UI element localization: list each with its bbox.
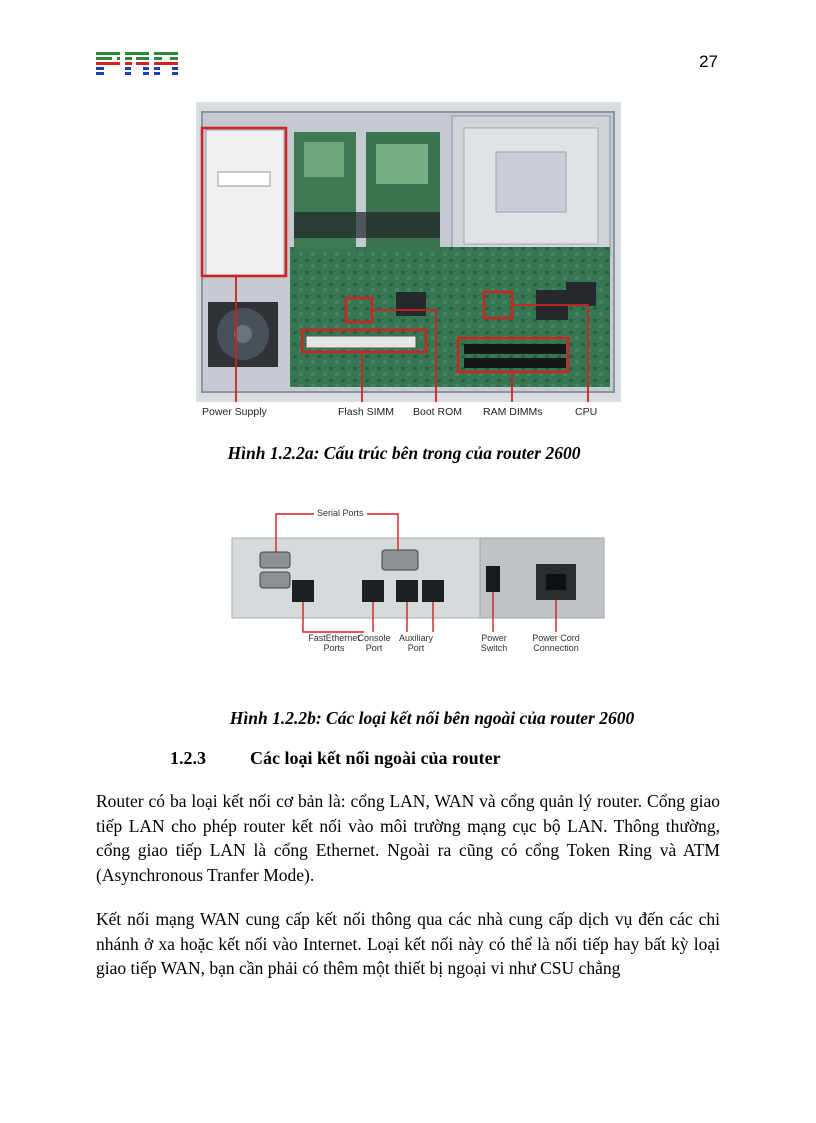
router-internal-illustration — [196, 102, 621, 424]
label-auxiliary-port: Auxiliary Port — [398, 633, 433, 653]
router-rear-panel-illustration — [216, 480, 620, 690]
paragraph: Router có ba loại kết nối cơ bản là: cổng LAN, WAN và cổng quản lý router. Cổng giao tiếp LAN cho phép router kết nối vào môi trường mạng cục bộ LAN. Thông thường, cổng giao tiếp LAN là cổng Ethernet. Ngoài ra cũng có cổng Token Ring và ATM (Asynchronous Tranfer Mode). — [96, 791, 720, 885]
section-title: Các loại kết nối ngoài của router — [250, 748, 501, 768]
pnh-logo — [96, 52, 178, 78]
section-number: 1.2.3 — [170, 748, 206, 768]
pnh-logo-graphic — [96, 52, 178, 78]
router-rear-panel-figure — [216, 480, 620, 690]
router-internal-figure — [196, 102, 621, 424]
label-boot-rom: Boot ROM — [413, 406, 463, 418]
section-heading — [170, 748, 501, 769]
figure1-caption: Hình 1.2.2a: Cấu trúc bên trong của router 2600 — [227, 443, 581, 463]
label-power-cord-connection: Power Cord Connection — [532, 633, 580, 653]
label-fastethernet-ports: FastEthernet Ports — [308, 633, 360, 653]
label-ram-dimms: RAM DIMMs — [483, 406, 543, 418]
paragraph: Kết nối mạng WAN cung cấp kết nối thông qua các nhà cung cấp dịch vụ đến các chi nhánh ở xa hoặc kết nối vào Internet. Loại kết nối này có thể là nối tiếp hay bất kỳ loại giao tiếp WAN, bạn cần phải có thêm một thiết bị ngoại vi như CSU chẳng — [96, 909, 720, 978]
label-console-port: Console Port — [357, 633, 391, 653]
page-number: 27 — [699, 52, 718, 71]
label-serial-ports: Serial Ports — [314, 508, 367, 518]
label-cpu: CPU — [575, 406, 598, 418]
figure2-caption: Hình 1.2.2b: Các loại kết nối bên ngoài của router 2600 — [229, 708, 635, 728]
label-flash-simm: Flash SIMM — [338, 406, 395, 418]
label-power-supply: Power Supply — [202, 406, 267, 418]
label-power-switch: Power Switch — [480, 633, 508, 653]
